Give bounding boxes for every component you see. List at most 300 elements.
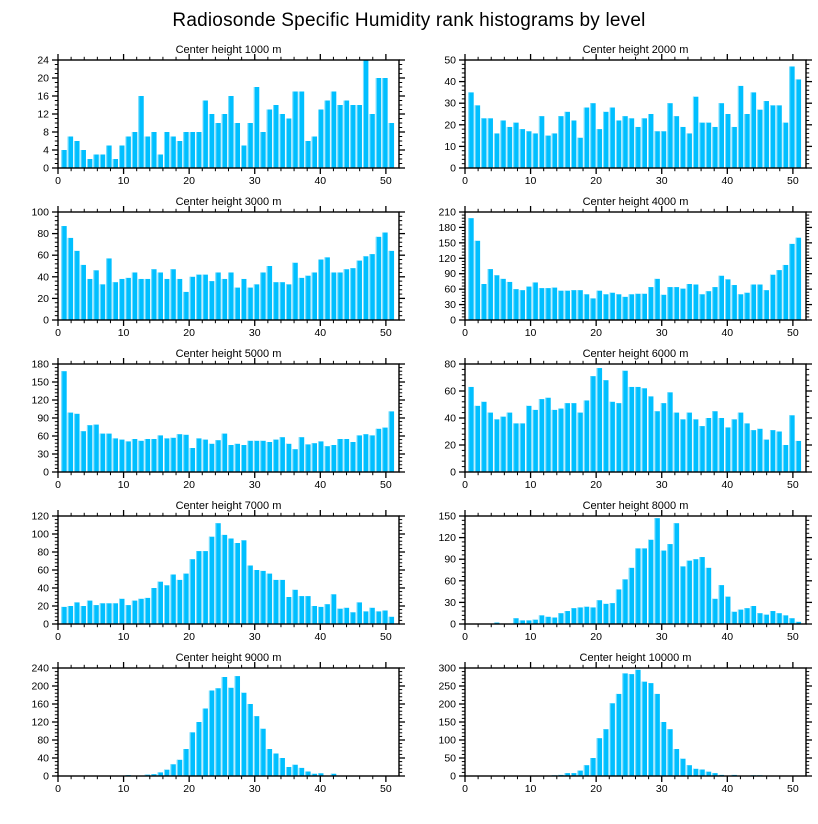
histogram-bar-highlight <box>513 423 514 472</box>
histogram-bar-highlight <box>113 159 114 168</box>
x-tick-labels <box>55 783 392 795</box>
histogram-bar-highlight <box>687 561 688 624</box>
histogram-bar-highlight <box>254 284 255 320</box>
histogram-bar-highlight <box>260 441 261 472</box>
histogram-bar-highlight <box>751 430 752 472</box>
histogram-bar-highlight <box>209 691 210 777</box>
x-tick-labels <box>462 175 799 187</box>
panel-title: Center height 4000 m <box>582 196 689 208</box>
histogram-bar-highlight <box>565 112 566 168</box>
histogram-bar-highlight <box>648 540 649 624</box>
histogram-bar-highlight <box>757 110 758 168</box>
histogram-bar-highlight <box>209 281 210 320</box>
histogram-bar-highlight <box>357 435 358 472</box>
x-tick-labels <box>55 631 392 643</box>
x-tick-label: 0 <box>55 327 61 339</box>
x-tick-label: 0 <box>55 783 61 795</box>
histogram-bar-highlight <box>590 376 591 472</box>
x-tick-label: 40 <box>314 327 327 339</box>
histogram-bar-highlight <box>571 290 572 320</box>
histogram-bar-highlight <box>667 544 668 624</box>
histogram-bar-highlight <box>235 123 236 168</box>
histogram-bar-highlight <box>260 571 261 624</box>
x-tick-labels <box>55 175 392 187</box>
histogram-bar-highlight <box>151 269 152 320</box>
x-tick-label: 50 <box>380 327 392 339</box>
histogram-bar-highlight <box>113 438 114 472</box>
histogram-bar-highlight <box>494 133 495 168</box>
histogram-bar-highlight <box>680 566 681 624</box>
x-tick-label: 30 <box>248 631 261 643</box>
histogram-bar-highlight <box>610 603 611 624</box>
bars <box>61 226 394 320</box>
x-tick-label: 40 <box>721 631 734 643</box>
histogram-bar-highlight <box>545 398 546 472</box>
histogram-bar-highlight <box>475 241 476 320</box>
histogram-bar-highlight <box>667 729 668 776</box>
histogram-bar-highlight <box>299 92 300 169</box>
histogram-bar-highlight <box>228 445 229 472</box>
histogram-bar-highlight <box>196 132 197 168</box>
bars <box>125 676 336 776</box>
histogram-bar-highlight <box>145 137 146 169</box>
x-tick-label: 30 <box>248 327 261 339</box>
histogram-bar-highlight <box>267 110 268 169</box>
histogram-bar-highlight <box>235 288 236 320</box>
histogram-panel-5000m <box>2 346 409 498</box>
histogram-bar-highlight <box>382 611 383 625</box>
histogram-bar-highlight <box>532 410 533 472</box>
histogram-bar-highlight <box>565 291 566 320</box>
y-tick-label: 210 <box>438 206 456 219</box>
x-tick-label: 20 <box>590 783 602 795</box>
x-tick-label: 20 <box>590 631 602 643</box>
histogram-bar-highlight <box>125 605 126 624</box>
y-tick-label: 150 <box>438 237 456 250</box>
y-tick-label: 40 <box>37 752 49 765</box>
histogram-bar-highlight <box>324 446 325 472</box>
y-tick-label: 20 <box>37 72 49 85</box>
histogram-bar-highlight <box>164 585 165 624</box>
histogram-bar-highlight <box>622 116 623 168</box>
histogram-bar-highlight <box>145 598 146 624</box>
histogram-panel-8000m <box>409 498 816 650</box>
histogram-bar-highlight <box>500 120 501 168</box>
bars <box>468 218 801 320</box>
histogram-bar-highlight <box>584 108 585 168</box>
x-tick-label: 20 <box>183 327 195 339</box>
y-tick-label: 20 <box>37 600 49 613</box>
histogram-bar-highlight <box>468 92 469 168</box>
histogram-bar-highlight <box>273 282 274 320</box>
histogram-bar-highlight <box>196 275 197 320</box>
y-tick-label: 12 <box>37 108 49 121</box>
histogram-bar-highlight <box>376 429 377 472</box>
histogram-bar-highlight <box>305 276 306 320</box>
histogram-bar-highlight <box>552 618 553 624</box>
histogram-bar-highlight <box>170 269 171 320</box>
y-tick-label: 40 <box>444 412 456 425</box>
x-tick-label: 0 <box>462 175 468 187</box>
histogram-bar-highlight <box>776 105 777 168</box>
histogram-bar-highlight <box>590 103 591 168</box>
histogram-bar-highlight <box>532 282 533 320</box>
histogram-bar-highlight <box>389 617 390 624</box>
y-tick-label: 80 <box>37 228 49 241</box>
histogram-bar-highlight <box>215 123 216 168</box>
histogram-bar-highlight <box>357 261 358 320</box>
histogram-bar-highlight <box>770 275 771 320</box>
histogram-bar-highlight <box>687 413 688 472</box>
histogram-bar-highlight <box>796 238 797 320</box>
x-tick-label: 10 <box>117 175 130 187</box>
x-tick-label: 10 <box>117 327 130 339</box>
histogram-canvas-3000m <box>2 194 409 346</box>
histogram-bar-highlight <box>151 439 152 472</box>
y-tick-label: 20 <box>444 439 456 452</box>
histogram-bar-highlight <box>106 603 107 624</box>
histogram-bar-highlight <box>629 387 630 472</box>
y-tick-label: 120 <box>31 510 49 523</box>
histogram-bar-highlight <box>603 604 604 624</box>
y-tick-label: 80 <box>444 358 456 371</box>
histogram-panel-1000m <box>2 42 409 194</box>
histogram-bar-highlight <box>764 101 765 168</box>
histogram-bar-highlight <box>693 769 694 776</box>
histogram-bar-highlight <box>667 287 668 320</box>
histogram-bar-highlight <box>93 155 94 169</box>
bars <box>494 518 801 624</box>
histogram-bar-highlight <box>350 442 351 472</box>
y-tick-labels <box>31 207 49 327</box>
histogram-bar-highlight <box>93 425 94 472</box>
histogram-bar-highlight <box>764 440 765 472</box>
x-tick-label: 10 <box>117 479 130 491</box>
histogram-bar-highlight <box>344 269 345 320</box>
y-tick-label: 150 <box>31 376 49 389</box>
histogram-bar-highlight <box>203 101 204 169</box>
histogram-bar-highlight <box>273 105 274 168</box>
histogram-bar-highlight <box>170 137 171 169</box>
histogram-bar-highlight <box>520 290 521 320</box>
y-tick-label: 0 <box>43 314 49 327</box>
histogram-bar-highlight <box>106 258 107 320</box>
figure-title: Radiosonde Specific Humidity rank histograms by level <box>172 10 646 31</box>
histogram-bar-highlight <box>267 574 268 624</box>
histogram-bar-highlight <box>350 268 351 320</box>
y-tick-label: 30 <box>37 448 49 461</box>
histogram-bar-highlight <box>280 437 281 472</box>
histogram-bar-highlight <box>789 244 790 320</box>
bars <box>468 66 801 168</box>
y-tick-label: 60 <box>444 283 456 296</box>
histogram-bar-highlight <box>170 575 171 625</box>
histogram-grid <box>2 42 818 802</box>
histogram-bar-highlight <box>363 611 364 624</box>
histogram-bar-highlight <box>183 749 184 776</box>
histogram-bar-highlight <box>603 380 604 472</box>
x-tick-label: 50 <box>380 631 392 643</box>
histogram-bar-highlight <box>494 419 495 472</box>
histogram-bar-highlight <box>100 155 101 169</box>
histogram-bar-highlight <box>680 759 681 776</box>
histogram-bar-highlight <box>757 285 758 320</box>
histogram-bar-highlight <box>731 285 732 320</box>
histogram-bar-highlight <box>661 403 662 472</box>
histogram-bar-highlight <box>584 607 585 624</box>
histogram-bar-highlight <box>616 694 617 776</box>
histogram-bar-highlight <box>571 608 572 624</box>
histogram-panel-7000m <box>2 498 409 650</box>
histogram-bar-highlight <box>209 114 210 168</box>
histogram-bar-highlight <box>196 438 197 472</box>
histogram-bar-highlight <box>520 129 521 168</box>
y-tick-label: 30 <box>444 97 456 110</box>
panel-title: Center height 7000 m <box>175 500 282 512</box>
histogram-bar-highlight <box>292 92 293 169</box>
y-tick-label: 0 <box>43 162 49 175</box>
y-tick-label: 50 <box>444 54 456 67</box>
y-tick-label: 40 <box>37 271 49 284</box>
x-tick-label: 50 <box>380 479 392 491</box>
histogram-bar-highlight <box>751 285 752 320</box>
histogram-bar-highlight <box>273 440 274 472</box>
histogram-bar-highlight <box>119 440 120 472</box>
histogram-bar-highlight <box>577 290 578 320</box>
histogram-panel-10000m <box>409 650 816 802</box>
histogram-bar-highlight <box>119 146 120 169</box>
y-tick-label: 24 <box>37 54 49 67</box>
histogram-bar-highlight <box>693 559 694 624</box>
histogram-bar-highlight <box>389 123 390 168</box>
histogram-bar-highlight <box>74 602 75 624</box>
histogram-bar-highlight <box>209 537 210 624</box>
histogram-bar-highlight <box>475 406 476 472</box>
histogram-bar-highlight <box>241 445 242 472</box>
histogram-bar-highlight <box>203 551 204 624</box>
y-tick-label: 90 <box>37 412 49 425</box>
histogram-bar-highlight <box>693 97 694 168</box>
histogram-bar-highlight <box>545 136 546 168</box>
histogram-bar-highlight <box>584 765 585 776</box>
histogram-bar-highlight <box>616 589 617 624</box>
histogram-bar-highlight <box>389 251 390 320</box>
histogram-bar-highlight <box>706 568 707 624</box>
y-tick-label: 90 <box>444 268 456 281</box>
bars <box>61 60 394 168</box>
y-tick-label: 0 <box>43 466 49 479</box>
histogram-bar-highlight <box>369 608 370 624</box>
y-tick-labels <box>444 55 456 175</box>
histogram-bar-highlight <box>215 523 216 624</box>
x-tick-labels <box>462 327 799 339</box>
histogram-bar-highlight <box>712 287 713 320</box>
y-tick-label: 120 <box>438 532 456 545</box>
histogram-bar-highlight <box>603 112 604 168</box>
x-tick-label: 40 <box>314 479 327 491</box>
x-tick-label: 20 <box>183 783 195 795</box>
histogram-bar-highlight <box>661 551 662 624</box>
histogram-bar-highlight <box>500 279 501 320</box>
histogram-canvas-8000m <box>409 498 816 650</box>
y-tick-label: 150 <box>438 716 456 729</box>
histogram-bar-highlight <box>667 392 668 472</box>
bars <box>552 670 763 776</box>
histogram-bar-highlight <box>577 413 578 472</box>
y-tick-label: 20 <box>37 292 49 305</box>
histogram-bar-highlight <box>74 141 75 168</box>
histogram-bar-highlight <box>382 78 383 168</box>
y-tick-label: 8 <box>43 126 49 139</box>
histogram-bar-highlight <box>389 411 390 472</box>
histogram-bar-highlight <box>280 580 281 624</box>
histogram-bar-highlight <box>648 114 649 168</box>
histogram-bar-highlight <box>719 418 720 472</box>
histogram-bar-highlight <box>324 257 325 320</box>
x-tick-label: 40 <box>721 327 734 339</box>
histogram-bar-highlight <box>776 270 777 320</box>
histogram-bar-highlight <box>376 78 377 168</box>
histogram-bar-highlight <box>177 434 178 472</box>
histogram-bar-highlight <box>337 609 338 624</box>
histogram-bar-highlight <box>203 440 204 472</box>
histogram-bar-highlight <box>190 132 191 168</box>
histogram-bar-highlight <box>488 118 489 168</box>
panel-title: Center height 8000 m <box>582 500 689 512</box>
histogram-bar-highlight <box>305 141 306 168</box>
x-tick-label: 30 <box>248 783 261 795</box>
y-tick-labels <box>438 663 456 783</box>
histogram-bar-highlight <box>247 441 248 472</box>
x-tick-label: 50 <box>787 783 799 795</box>
histogram-bar-highlight <box>731 127 732 168</box>
x-tick-label: 10 <box>524 327 537 339</box>
bars <box>61 371 394 472</box>
y-tick-label: 200 <box>438 698 456 711</box>
histogram-bar-highlight <box>222 677 223 776</box>
histogram-bar-highlight <box>228 272 229 320</box>
histogram-bar-highlight <box>292 263 293 320</box>
y-tick-label: 20 <box>444 119 456 132</box>
histogram-bar-highlight <box>635 670 636 776</box>
x-tick-label: 20 <box>590 327 602 339</box>
histogram-bar-highlight <box>324 604 325 624</box>
histogram-bar-highlight <box>539 399 540 472</box>
histogram-bar-highlight <box>507 127 508 168</box>
y-tick-label: 90 <box>444 553 456 566</box>
x-tick-label: 10 <box>524 175 537 187</box>
histogram-bar-highlight <box>577 771 578 776</box>
histogram-bar-highlight <box>369 435 370 472</box>
histogram-bar-highlight <box>209 444 210 472</box>
histogram-bar-highlight <box>481 284 482 320</box>
y-tick-label: 4 <box>43 144 49 157</box>
histogram-bar-highlight <box>132 272 133 320</box>
histogram-bar-highlight <box>552 410 553 472</box>
histogram-bar-highlight <box>789 415 790 472</box>
histogram-bar-highlight <box>299 437 300 472</box>
histogram-bar-highlight <box>558 291 559 320</box>
histogram-bar-highlight <box>183 292 184 320</box>
histogram-bar-highlight <box>331 594 332 624</box>
histogram-bar-highlight <box>577 607 578 624</box>
y-tick-label: 80 <box>37 546 49 559</box>
x-tick-label: 30 <box>655 327 668 339</box>
histogram-bar-highlight <box>376 611 377 624</box>
x-tick-label: 0 <box>55 479 61 491</box>
histogram-bar-highlight <box>87 425 88 472</box>
histogram-bar-highlight <box>145 279 146 320</box>
histogram-bar-highlight <box>513 618 514 624</box>
histogram-bar-highlight <box>235 543 236 624</box>
histogram-bar-highlight <box>247 123 248 168</box>
histogram-bar-highlight <box>475 105 476 168</box>
histogram-panel-6000m <box>409 346 816 498</box>
histogram-bar-highlight <box>299 278 300 320</box>
histogram-bar-highlight <box>622 579 623 624</box>
histogram-bar-highlight <box>235 676 236 776</box>
histogram-bar-highlight <box>81 606 82 624</box>
histogram-bar-highlight <box>164 279 165 320</box>
y-tick-label: 240 <box>31 662 49 675</box>
histogram-bar-highlight <box>603 729 604 776</box>
histogram-bar-highlight <box>286 444 287 472</box>
panel-title: Center height 1000 m <box>175 44 282 56</box>
histogram-bar-highlight <box>260 729 261 776</box>
histogram-bar-highlight <box>113 603 114 624</box>
histogram-bar-highlight <box>61 371 62 472</box>
histogram-bar-highlight <box>526 131 527 168</box>
histogram-bar-highlight <box>68 238 69 320</box>
histogram-bar-highlight <box>68 606 69 624</box>
histogram-bar-highlight <box>350 105 351 168</box>
histogram-bar-highlight <box>616 120 617 168</box>
histogram-bar-highlight <box>74 414 75 472</box>
bars <box>61 523 394 624</box>
histogram-bar-highlight <box>318 110 319 169</box>
histogram-bar-highlight <box>584 400 585 472</box>
x-tick-label: 0 <box>55 175 61 187</box>
histogram-bar-highlight <box>584 294 585 320</box>
histogram-bar-highlight <box>280 758 281 776</box>
histogram-bar-highlight <box>552 288 553 320</box>
histogram-bar-highlight <box>680 419 681 472</box>
histogram-bar-highlight <box>783 265 784 320</box>
x-tick-label: 50 <box>380 175 392 187</box>
histogram-bar-highlight <box>654 518 655 624</box>
histogram-bar-highlight <box>699 123 700 168</box>
histogram-bar-highlight <box>520 423 521 472</box>
histogram-bar-highlight <box>731 419 732 472</box>
y-tick-label: 100 <box>31 528 49 541</box>
histogram-bar-highlight <box>81 431 82 472</box>
y-tick-label: 120 <box>31 716 49 729</box>
histogram-bar-highlight <box>305 596 306 624</box>
histogram-bar-highlight <box>254 441 255 472</box>
y-tick-label: 30 <box>444 299 456 312</box>
histogram-bar-highlight <box>183 435 184 472</box>
x-tick-label: 0 <box>462 783 468 795</box>
histogram-bar-highlight <box>87 159 88 168</box>
histogram-bar-highlight <box>687 133 688 168</box>
histogram-bar-highlight <box>106 434 107 472</box>
histogram-bar-highlight <box>190 559 191 624</box>
histogram-bar-highlight <box>369 254 370 320</box>
histogram-bar-highlight <box>292 449 293 472</box>
histogram-bar-highlight <box>61 607 62 624</box>
histogram-bar-highlight <box>712 599 713 624</box>
y-tick-labels <box>31 511 49 631</box>
